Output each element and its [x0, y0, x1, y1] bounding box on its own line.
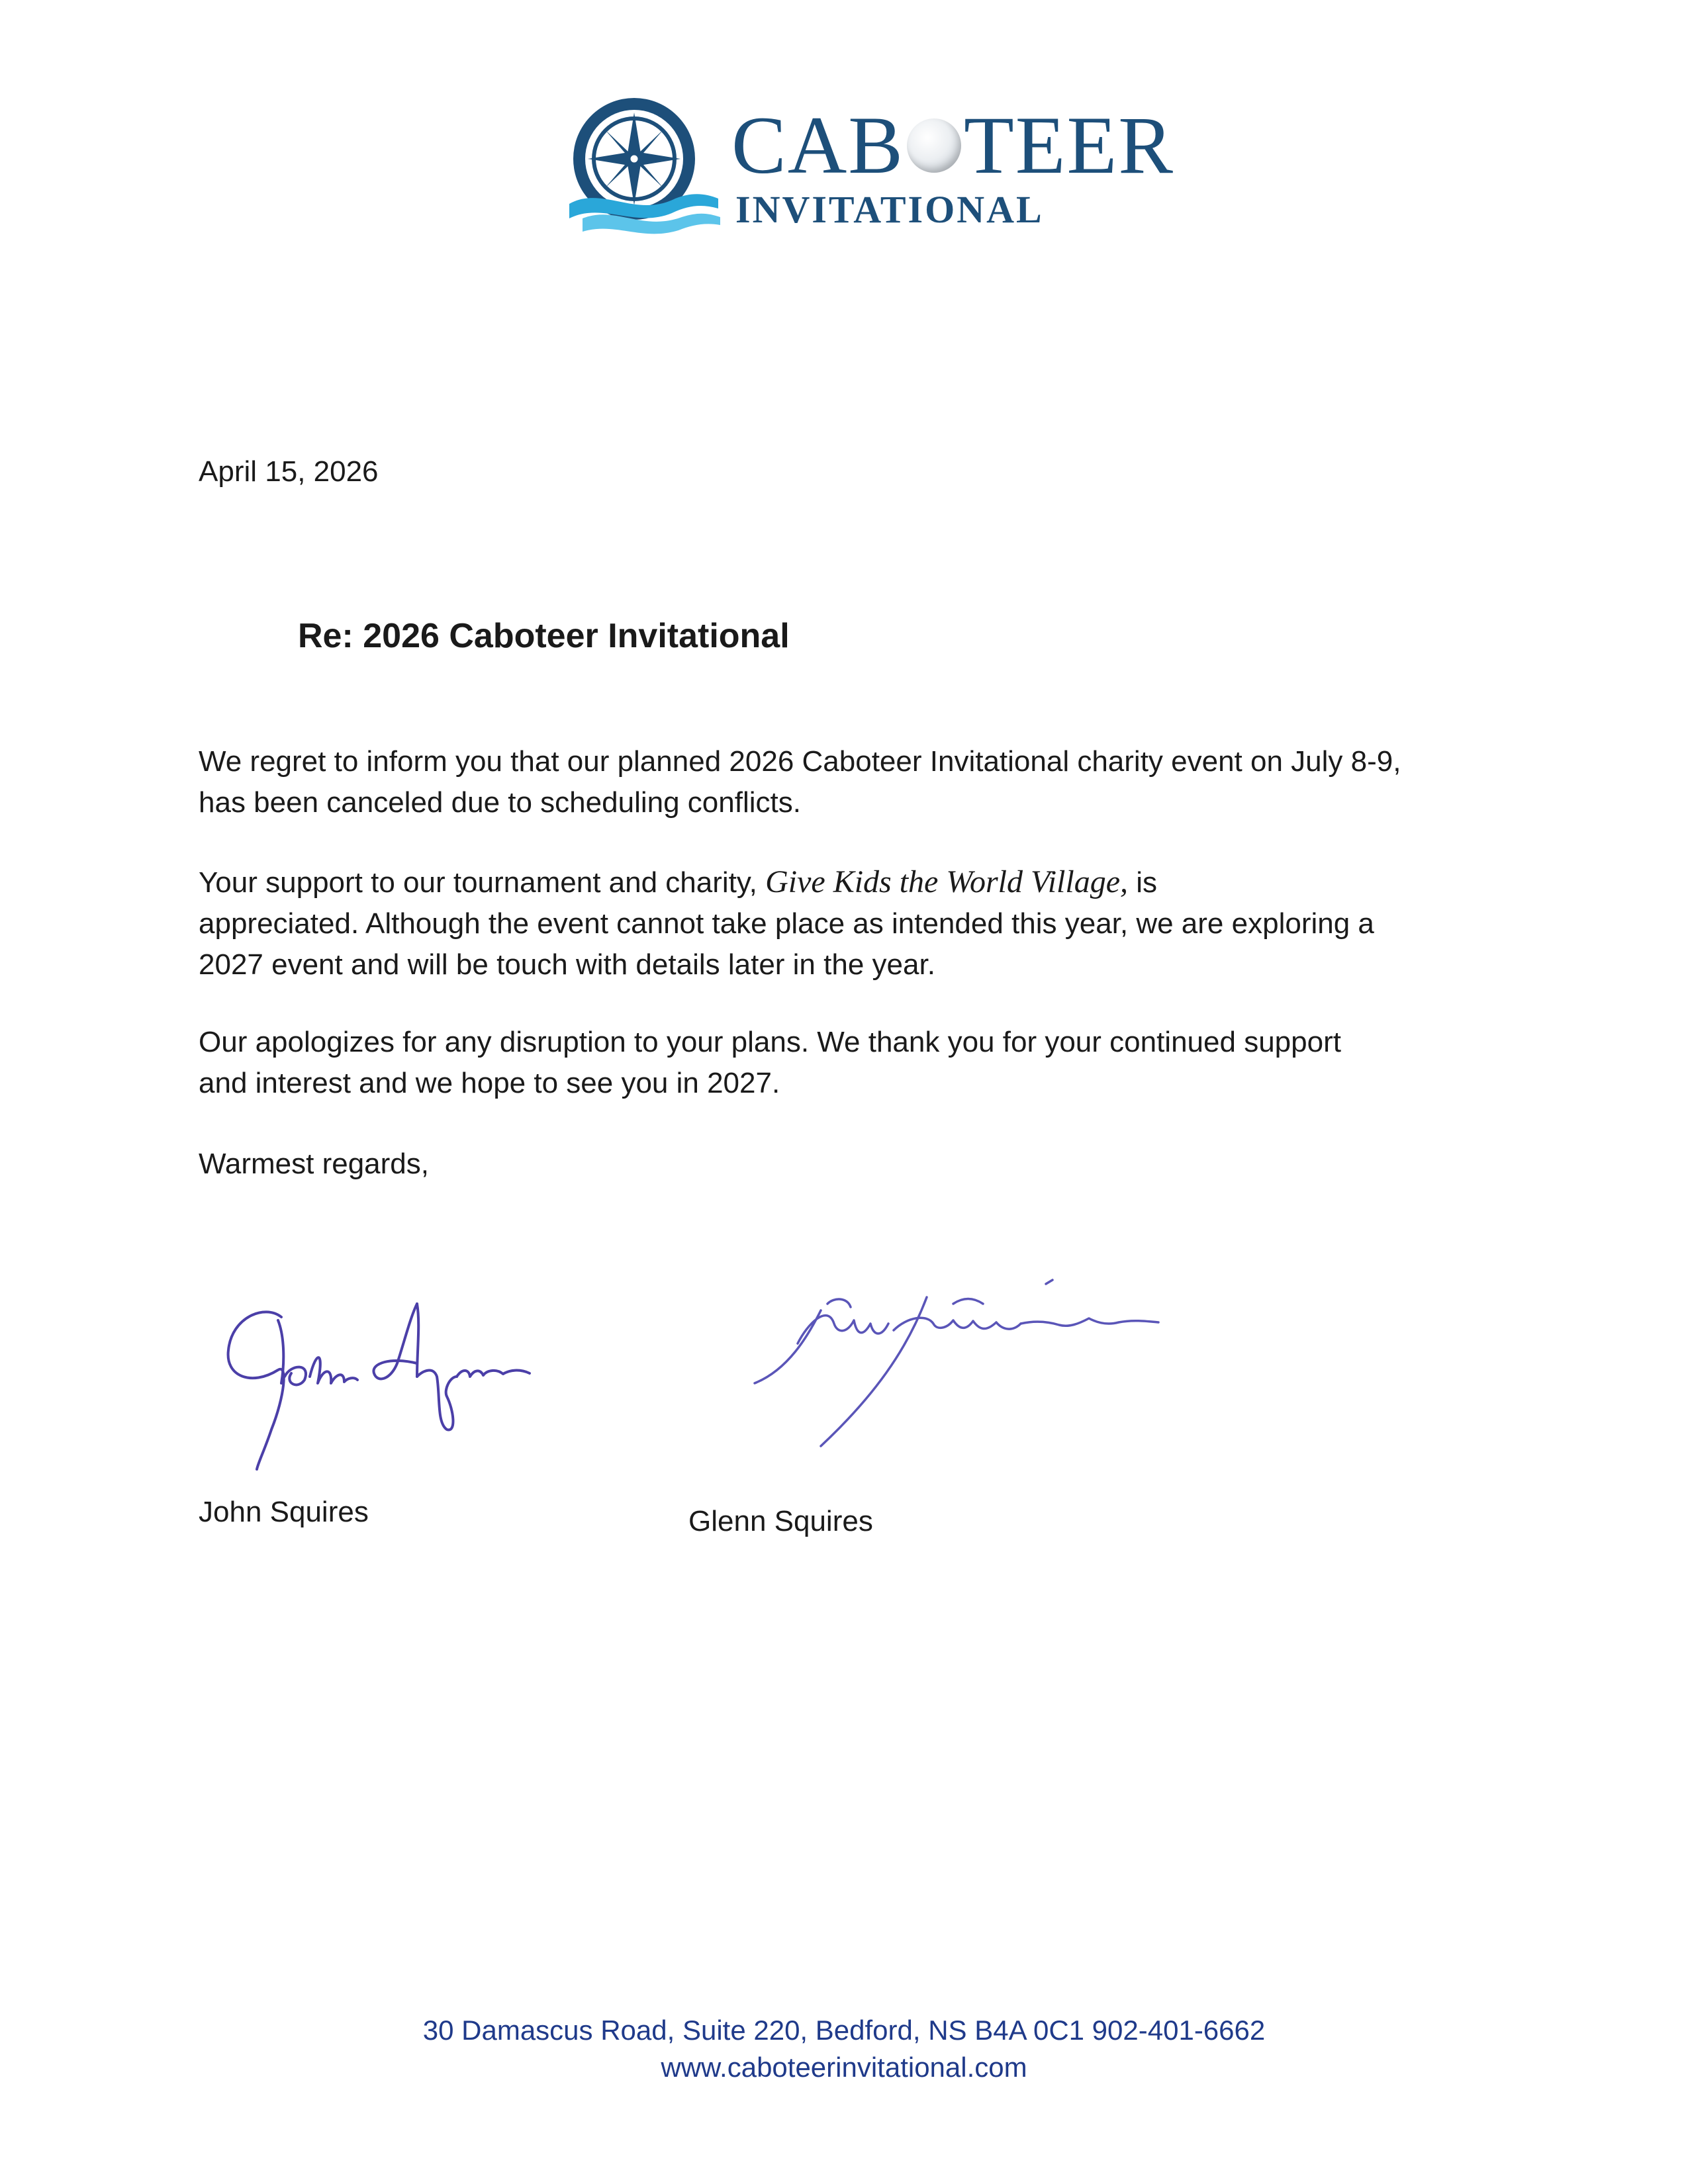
- paragraph-apology: [199, 1022, 1341, 1104]
- paragraph-line: Our apologizes for any disruption to your plans. We thank you for your continued support: [199, 1026, 1341, 1058]
- charity-name: Give Kids the World Village,: [765, 864, 1129, 899]
- letter-subject: Re: 2026 Caboteer Invitational: [298, 617, 790, 655]
- paragraph-line: and interest and we hope to see you in 2027.: [199, 1067, 780, 1099]
- letter-closing: Warmest regards,: [199, 1148, 430, 1180]
- paragraph-line: 2027 event and will be touch with details later in the year.: [199, 948, 935, 981]
- paragraph-line: has been canceled due to scheduling conflicts.: [199, 786, 801, 819]
- footer-website-link[interactable]: www.caboteerinvitational.com: [661, 2052, 1027, 2083]
- compass-rose-icon: [563, 93, 722, 238]
- paragraph-cancellation: [199, 741, 1401, 823]
- brand-wordmark: [731, 100, 1174, 231]
- brand-name-left: CAB: [731, 100, 904, 191]
- paragraph-line: [199, 862, 1374, 903]
- golf-ball-icon: [907, 118, 961, 173]
- letter-date: April 15, 2026: [199, 455, 379, 488]
- paragraph-text: is: [1128, 866, 1158, 899]
- signature-john-squires: [218, 1291, 563, 1489]
- footer-address: 30 Damascus Road, Suite 220, Bedford, NS B4A 0C1 902-401-6662: [422, 2015, 1266, 2046]
- brand-name-right: TEER: [963, 100, 1174, 191]
- brand-subtitle: INVITATIONAL: [735, 188, 1044, 231]
- signatory-name-2: Glenn Squires: [688, 1505, 873, 1537]
- paragraph-text: Your support to our tournament and charity,: [199, 866, 766, 899]
- paragraph-line: We regret to inform you that our planned 2026 Caboteer Invitational charity event on July 8-9,: [199, 745, 1401, 778]
- paragraph-line: appreciated. Although the event cannot take place as intended this year, we are exploring a: [199, 907, 1374, 940]
- paragraph-support: [199, 862, 1374, 985]
- signature-glenn-squires: [735, 1257, 1211, 1469]
- signatory-name-1: John Squires: [199, 1496, 369, 1528]
- caboteer-logo: [563, 93, 1174, 238]
